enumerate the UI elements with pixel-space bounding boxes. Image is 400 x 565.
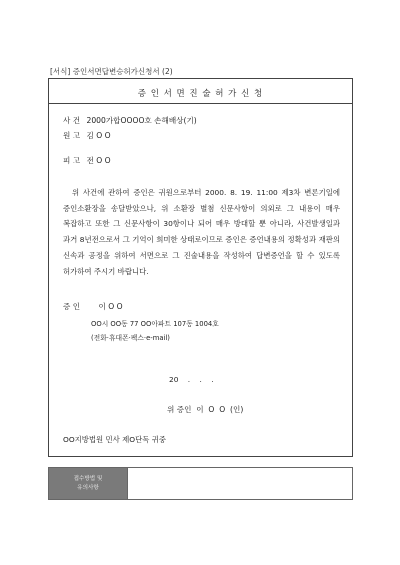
title-divider [49, 103, 352, 104]
date-line: 20 . . . [169, 375, 214, 384]
document-title: 증 인 서 면 진 술 허 가 신 청 [137, 89, 264, 99]
plaintiff-row [63, 130, 111, 141]
plaintiff-name: 김 O O [86, 131, 111, 140]
request-body: 위 사건에 관하여 증인은 귀원으로부터 2000. 8. 19. 11:00 제3차 변론기일에 증인소환장을 송달받았으나, 위 소환장 별첨 신문사항이 의외로 그 내용이 매우 복잡하고 또한 그 신문사항이 30항이나 되어 매우 방대할 뿐 아니라, 사건발생일과 과거 8년전으로서 그 기억이 희미한 상태로이므로 증인은 증언내용의 정확성과 재판의 신속과 공정을 위하여 서면으로 그 진술내용을 작성하여 답변증언을 할 수 있도록 허가하여 주시기 바랍니다. [63, 188, 340, 276]
signature-line: 위 증인 이 O O (인) [167, 405, 244, 414]
witness-name: 이 O O [98, 302, 123, 311]
court-addressee: OO지방법원 민사 제O단독 귀중 [63, 435, 167, 444]
receipt-label-cell [49, 468, 128, 499]
defendant-row [63, 155, 111, 166]
form-caption: [서식] 증인서면답변승허가신청서 (2) [50, 67, 173, 76]
witness-row [63, 301, 123, 312]
witness-contact: (전화·휴대폰·팩스·e-mail) [91, 334, 170, 342]
defendant-label: 피 고 [63, 156, 81, 165]
document-box [48, 78, 353, 457]
witness-label: 증 인 [63, 302, 81, 311]
receipt-box [48, 467, 353, 500]
defendant-name: 전 O O [86, 156, 111, 165]
case-row [63, 115, 197, 126]
receipt-label: 접수방법 및 유의사항 [73, 475, 103, 491]
plaintiff-label: 원 고 [63, 131, 81, 140]
case-value: 2000가합OOOO호 손해배상(기) [86, 116, 197, 125]
witness-address: OO시 OO동 77 OO아파트 107동 1004호 [91, 320, 219, 328]
case-label: 사 건 [63, 116, 81, 125]
